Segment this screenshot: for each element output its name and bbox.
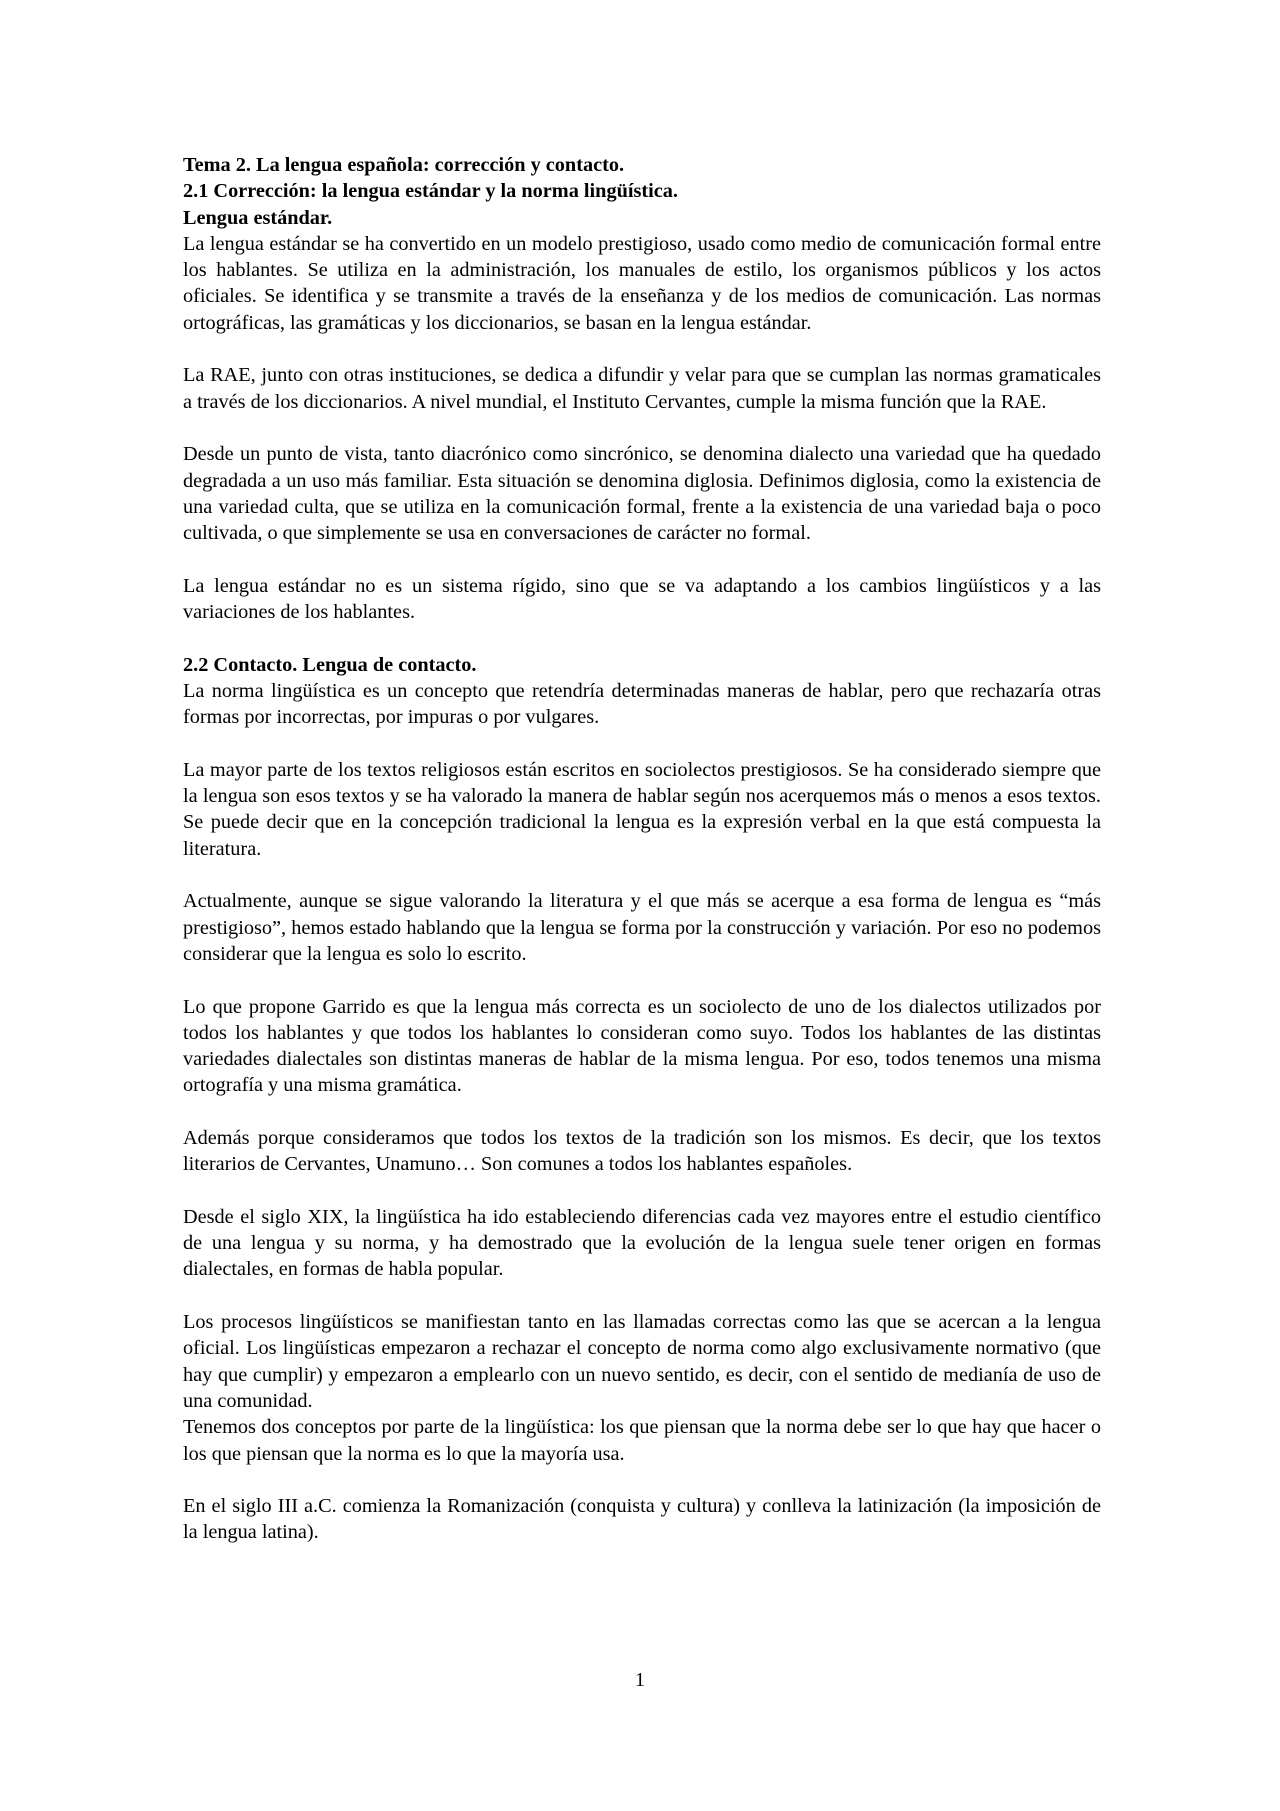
subsection-heading: Lengua estándar. xyxy=(183,206,333,229)
section-2-heading: 2.2 Contacto. Lengua de contacto. xyxy=(183,653,477,676)
paragraph-gap xyxy=(183,415,1101,441)
paragraph: Los procesos lingüísticos se manifiestan tanto en las llamadas correctas como las que se acercan a la lengua oficial. Los lingüísticas empezaron a rechazar el concepto de norma como algo exclusivamente normativo (que hay que cumplir) y empezaron a emplearlo con un nuevo sentido, es decir, con el sentido de medianía de uso de una comunidad. xyxy=(183,1311,1101,1412)
paragraph: La lengua estándar se ha convertido en un modelo prestigioso, usado como medio de comunicación formal entre los hablantes. Se utiliza en la administración, los manuales de estilo, los organismos públicos y los actos oficiales. Se identifica y se transmite a través de la enseñanza y de los medios de comunicación. Las normas ortográficas, las gramáticas y los diccionarios, se basan en la lengua estándar. xyxy=(183,232,1101,334)
paragraph-gap xyxy=(183,1467,1101,1493)
document-body xyxy=(183,152,1101,1546)
paragraph-gap xyxy=(183,1283,1101,1309)
paragraph-gap xyxy=(183,862,1101,888)
paragraph-gap xyxy=(183,1178,1101,1204)
paragraph: La RAE, junto con otras instituciones, se dedica a difundir y velar para que se cumplan las normas gramaticales a través de los diccionarios. A nivel mundial, el Instituto Cervantes, cumple la misma función que la RAE. xyxy=(183,364,1101,413)
paragraph: Lo que propone Garrido es que la lengua más correcta es un sociolecto de uno de los dialectos utilizados por todos los hablantes y que todos los hablantes lo consideran como suyo. Todos los hablantes de las distintas variedades dialectales son distintas maneras de hablar de la misma lengua. Por eso, todos tenemos una misma ortografía y una misma gramática. xyxy=(183,995,1101,1097)
paragraph-gap xyxy=(183,625,1101,651)
paragraph: La lengua estándar no es un sistema rígido, sino que se va adaptando a los cambios lingüísticos y a las variaciones de los hablantes. xyxy=(183,574,1101,624)
paragraph: La mayor parte de los textos religiosos están escritos en sociolectos prestigiosos. Se ha considerado siempre que la lengua son esos textos y se ha valorado la manera de hablar según nos acerquemos más o menos a esos textos. Se puede decir que en la concepción tradicional la lengua es la expresión verbal en la que está compuesta la literatura. xyxy=(183,758,1101,860)
paragraph-gap xyxy=(183,731,1101,757)
paragraph-gap xyxy=(183,1099,1101,1125)
document-title: Tema 2. La lengua española: corrección y contacto. xyxy=(183,154,625,176)
paragraph-gap xyxy=(183,336,1101,362)
paragraph: La norma lingüística es un concepto que retendría determinadas maneras de hablar, pero que rechazaría otras formas por incorrectas, por impuras o por vulgares. xyxy=(183,679,1101,729)
paragraph: Actualmente, aunque se sigue valorando la literatura y el que más se acerque a esa forma de lengua es “más prestigioso”, hemos estado hablando que la lengua se forma por la construcción y variación. Por eso no podemos considerar que la lengua es solo lo escrito. xyxy=(183,890,1101,965)
section-1-heading: 2.1 Corrección: la lengua estándar y la norma lingüística. xyxy=(183,180,678,203)
page-number: 1 xyxy=(634,1669,646,1691)
paragraph: Desde un punto de vista, tanto diacrónico como sincrónico, se denomina dialecto una variedad que ha quedado degradada a un uso más familiar. Esta situación se denomina diglosia. Definimos diglosia, como la existencia de una variedad culta, que se utiliza en la comunicación formal, frente a la existencia de una variedad baja o poco cultivada, o que simplemente se usa en conversaciones de carácter no formal. xyxy=(183,443,1101,545)
paragraph: Tenemos dos conceptos por parte de la lingüística: los que piensan que la norma debe ser lo que hay que hacer o los que piensan que la norma es lo que la mayoría usa. xyxy=(183,1416,1101,1465)
paragraph-gap xyxy=(183,546,1101,572)
paragraph: En el siglo III a.C. comienza la Romanización (conquista y cultura) y conlleva la latinización (la imposición de la lengua latina). xyxy=(183,1495,1101,1544)
paragraph-gap xyxy=(183,967,1101,993)
paragraph: Además porque consideramos que todos los textos de la tradición son los mismos. Es decir, que los textos literarios de Cervantes, Unamuno… Son comunes a todos los hablantes españoles. xyxy=(183,1126,1101,1176)
paragraph: Desde el siglo XIX, la lingüística ha ido estableciendo diferencias cada vez mayores entre el estudio científico de una lengua y su norma, y ha demostrado que la evolución de la lengua suele tener origen en formas dialectales, en formas de habla popular. xyxy=(183,1205,1101,1281)
